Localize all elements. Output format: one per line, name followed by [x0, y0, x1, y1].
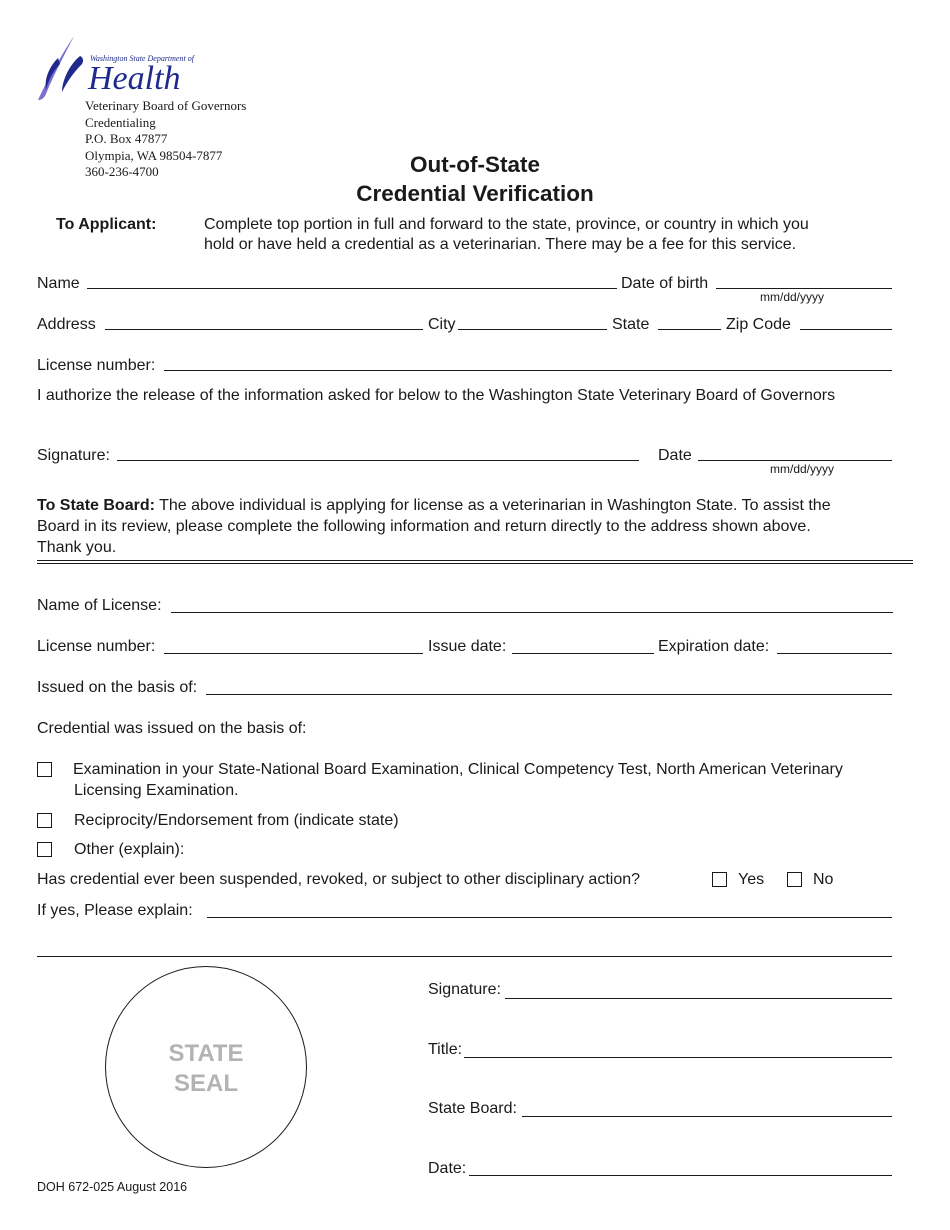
issue-date-field[interactable]	[512, 653, 654, 654]
state-field[interactable]	[658, 329, 721, 330]
form-number: DOH 672-025 August 2016	[37, 1180, 188, 1194]
dob-hint: mm/dd/yyyy	[760, 290, 825, 304]
other-option-text: Other (explain):	[74, 841, 185, 858]
exam-checkbox[interactable]	[37, 762, 52, 777]
license-name-field[interactable]	[171, 612, 893, 613]
dob-label: Date of birth	[621, 275, 709, 292]
exam-option-text-1: Examination in your State-National Board Examination, Clinical Competency Test, North American Veterinary	[73, 761, 843, 778]
seal-text-2: SEAL	[173, 1070, 238, 1097]
board-intro-heading: To State Board:	[37, 497, 155, 514]
reciprocity-checkbox[interactable]	[37, 813, 52, 828]
cert-state-board-field[interactable]	[522, 1116, 892, 1117]
expiration-date-field[interactable]	[777, 653, 892, 654]
reciprocity-option-text: Reciprocity/Endorsement from (indicate state)	[74, 812, 399, 829]
yes-checkbox[interactable]	[712, 872, 727, 887]
board-intro-line-2	[37, 517, 831, 537]
cert-signature-field[interactable]	[505, 998, 892, 999]
cert-title-field[interactable]	[464, 1057, 892, 1058]
address-line: Veterinary Board of Governors	[85, 98, 247, 113]
section-divider	[37, 560, 913, 564]
disciplinary-question: Has credential ever been suspended, revoked, or subject to other disciplinary action?	[37, 871, 641, 888]
no-checkbox[interactable]	[787, 872, 802, 887]
applicant-date-hint: mm/dd/yyyy	[770, 462, 835, 476]
doh-logo	[36, 34, 196, 104]
license-number-field[interactable]	[164, 370, 892, 371]
other-checkbox[interactable]	[37, 842, 52, 857]
state-seal	[105, 966, 307, 1168]
license-number-label: License number:	[37, 357, 156, 374]
cert-signature-label: Signature:	[428, 981, 501, 998]
seal-text-1: STATE	[168, 1040, 244, 1067]
authorization-text: I authorize the release of the information asked for below to the Washington State Veterinary Board of Governors	[37, 387, 836, 404]
address-line: 360-236-4700	[85, 164, 159, 179]
explain-field-continued[interactable]	[37, 956, 892, 957]
cert-date-label: Date:	[428, 1160, 467, 1177]
exam-option-text-2: Licensing Examination.	[74, 782, 239, 799]
explain-label: If yes, Please explain:	[37, 902, 193, 919]
applicant-signature-label: Signature:	[37, 447, 110, 464]
address-line: Credentialing	[85, 114, 156, 130]
license-name-label: Name of License:	[37, 597, 162, 614]
board-intro-text-2: Board in its review, please complete the following information and return directly to the address shown above.	[37, 518, 811, 535]
applicant-instructions-1: Complete top portion in full and forward to the state, province, or country in which you	[204, 216, 809, 233]
issued-basis-label: Issued on the basis of:	[37, 679, 198, 696]
applicant-heading: To Applicant:	[56, 216, 157, 233]
name-field[interactable]	[87, 288, 617, 289]
cert-title-label: Title:	[428, 1041, 463, 1058]
board-intro	[37, 496, 831, 558]
applicant-date-field[interactable]	[698, 460, 892, 461]
page-title	[265, 150, 685, 208]
address-line: Olympia, WA 98504-7877	[85, 147, 223, 163]
no-label: No	[813, 871, 834, 888]
board-intro-text-1: The above individual is applying for license as a veterinarian in Washington State. To assist the	[159, 497, 831, 514]
issued-basis-field[interactable]	[206, 694, 892, 695]
board-license-number-label: License number:	[37, 638, 156, 655]
board-intro-text-3: Thank you.	[37, 539, 117, 556]
board-intro-line-3	[37, 538, 831, 558]
health-logo-icon	[36, 34, 90, 102]
city-label: City	[428, 316, 456, 333]
board-address	[85, 98, 246, 181]
address-field[interactable]	[105, 329, 423, 330]
cert-date-field[interactable]	[469, 1175, 892, 1176]
dob-field[interactable]	[716, 288, 892, 289]
zip-label: Zip Code	[726, 316, 791, 333]
explain-field[interactable]	[207, 917, 892, 918]
title-line-1: Out-of-State	[410, 152, 540, 177]
issue-date-label: Issue date:	[428, 638, 507, 655]
city-field[interactable]	[458, 329, 607, 330]
credential-basis-label: Credential was issued on the basis of:	[37, 720, 307, 737]
applicant-signature-field[interactable]	[117, 460, 639, 461]
state-label: State	[612, 316, 650, 333]
logo-agency-text: Washington State Department of	[90, 54, 194, 63]
title-line-2: Credential Verification	[356, 181, 594, 206]
zip-field[interactable]	[800, 329, 892, 330]
applicant-instructions-2: hold or have held a credential as a veterinarian. There may be a fee for this service.	[204, 236, 797, 253]
board-license-number-field[interactable]	[164, 653, 423, 654]
yes-label: Yes	[738, 871, 765, 888]
expiration-date-label: Expiration date:	[658, 638, 770, 655]
board-intro-line-1	[37, 496, 831, 516]
address-line: P.O. Box 47877	[85, 131, 168, 146]
logo-health-text: Health	[88, 60, 181, 97]
applicant-date-label: Date	[658, 447, 692, 464]
name-label: Name	[37, 275, 80, 292]
address-label: Address	[37, 316, 96, 333]
cert-state-board-label: State Board:	[428, 1100, 517, 1117]
